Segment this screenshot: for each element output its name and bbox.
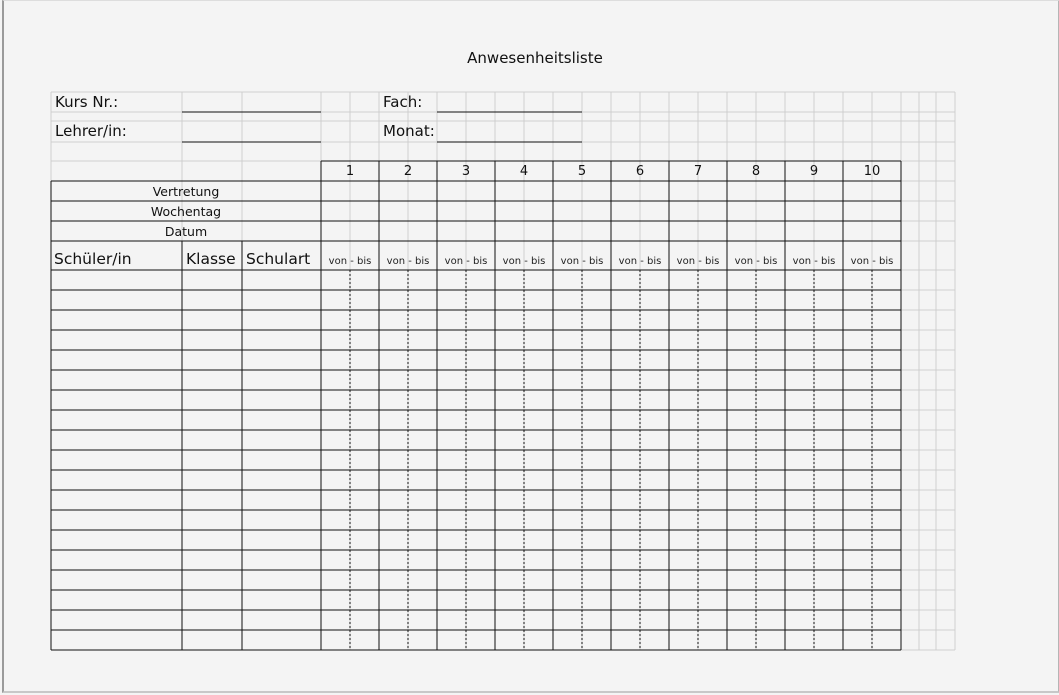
fach-label: Fach: xyxy=(383,93,423,111)
session-von-bis: von - bis xyxy=(850,256,894,267)
session-number: 5 xyxy=(577,164,587,179)
session-von-bis: von - bis xyxy=(502,256,546,267)
session-von-bis: von - bis xyxy=(618,256,662,267)
session-number: 7 xyxy=(693,164,703,179)
session-von-bis: von - bis xyxy=(560,256,604,267)
session-number: 2 xyxy=(403,164,413,179)
klasse-column-header: Klasse xyxy=(186,250,236,268)
session-von-bis: von - bis xyxy=(328,256,372,267)
session-number: 3 xyxy=(461,164,471,179)
kurs-label: Kurs Nr.: xyxy=(55,93,119,111)
schulart-column-header: Schulart xyxy=(246,250,311,268)
session-von-bis: von - bis xyxy=(734,256,778,267)
monat-label: Monat: xyxy=(383,122,435,140)
lehrer-label: Lehrer/in: xyxy=(55,122,127,140)
session-von-bis: von - bis xyxy=(386,256,430,267)
session-von-bis: von - bis xyxy=(444,256,488,267)
session-number: 9 xyxy=(809,164,819,179)
datum-label: Datum xyxy=(164,224,208,239)
session-von-bis: von - bis xyxy=(676,256,720,267)
vertretung-label: Vertretung xyxy=(152,184,220,199)
session-von-bis: von - bis xyxy=(792,256,836,267)
session-number: 10 xyxy=(863,164,881,179)
session-number: 6 xyxy=(635,164,645,179)
student-column-header: Schüler/in xyxy=(54,250,132,268)
page-title: Anwesenheitsliste xyxy=(467,49,603,67)
wochentag-label: Wochentag xyxy=(150,204,222,219)
session-number: 1 xyxy=(345,164,355,179)
session-number: 4 xyxy=(519,164,529,179)
session-number: 8 xyxy=(751,164,761,179)
